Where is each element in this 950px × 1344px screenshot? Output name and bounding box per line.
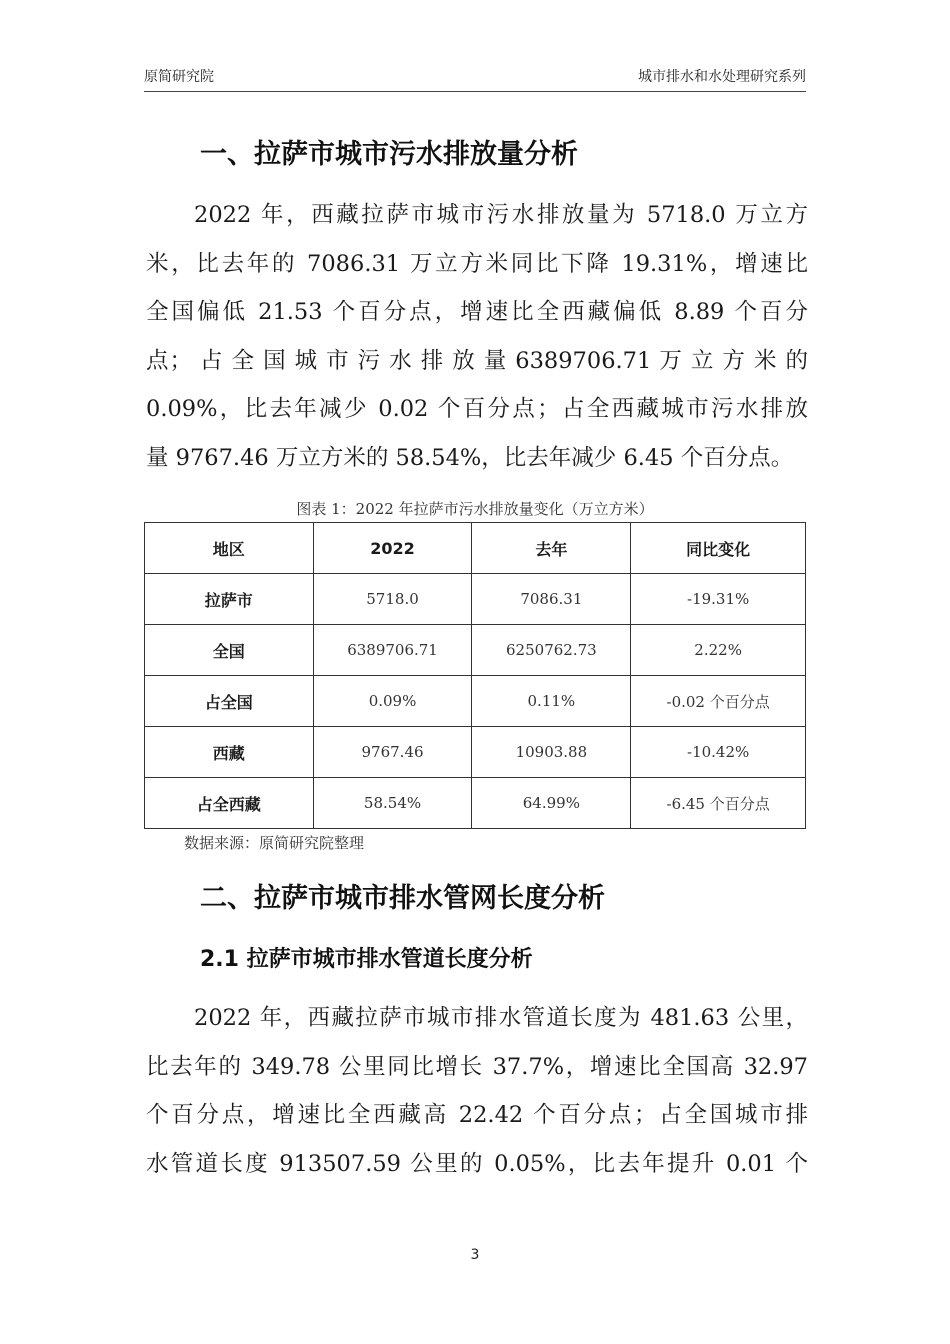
table-row [145,676,806,727]
cell-change: -10.42% [631,727,806,778]
column-header-region: 地区 [145,523,314,574]
paragraph-line: 点； 占 全 国 城 市 污 水 排 放 量 6389706.71 万 立 方 米 的 [146,347,808,374]
cell-2022: 58.54% [313,778,472,829]
paragraph-line: 米，比去年的 7086.31 万立方米同比下降 19.31%，增速比 [146,250,808,277]
section-1-paragraph [146,191,808,482]
column-header-last-year: 去年 [472,523,631,574]
paragraph-line: 2022 年，西藏拉萨市城市污水排放量为 5718.0 万立方 [194,202,808,228]
cell-2022: 0.09% [313,676,472,727]
section-1-heading: 一、拉萨市城市污水排放量分析 [200,139,578,170]
page-header [144,66,806,88]
paragraph-line: 全国偏低 21.53 个百分点，增速比全西藏偏低 8.89 个百分 [146,299,808,325]
cell-last-year: 0.11% [472,676,631,727]
cell-2022: 9767.46 [313,727,472,778]
cell-change: -6.45 个百分点 [631,778,806,829]
cell-change: 2.22% [631,625,806,676]
paragraph-line: 个百分点，增速比全西藏高 22.42 个百分点；占全国城市排 [146,1102,808,1128]
column-header-yoy-change: 同比变化 [631,523,806,574]
row-region: 西藏 [145,727,314,778]
table-row [145,574,806,625]
paragraph-line: 量 9767.46 万立方米的 58.54%，比去年减少 6.45 个百分点。 [146,444,794,471]
sewage-discharge-table [144,522,806,829]
table-row [145,727,806,778]
header-series-title: 城市排水和水处理研究系列 [638,69,806,85]
page-number: 3 [470,1247,480,1263]
section-2-heading: 二、拉萨市城市排水管网长度分析 [200,883,605,914]
cell-2022: 6389706.71 [313,625,472,676]
table-row [145,625,806,676]
paragraph-line: 水管道长度 913507.59 公里的 0.05%，比去年提升 0.01 个 [146,1150,808,1177]
table-caption: 图表 1：2022 年拉萨市污水排放量变化（万立方米） [296,500,654,518]
row-region: 占全西藏 [145,778,314,829]
header-publisher: 原简研究院 [144,69,214,85]
data-source-note: 数据来源：原简研究院整理 [184,834,365,852]
table-header-row [145,523,806,574]
cell-change: -0.02 个百分点 [631,676,806,727]
subsection-2-1-heading: 2.1 拉萨市城市排水管道长度分析 [200,947,533,972]
cell-last-year: 6250762.73 [472,625,631,676]
paragraph-line: 2022 年，西藏拉萨市城市排水管道长度为 481.63 公里， [194,1005,808,1031]
row-region: 占全国 [145,676,314,727]
cell-2022: 5718.0 [313,574,472,625]
cell-last-year: 64.99% [472,778,631,829]
paragraph-line: 比去年的 349.78 公里同比增长 37.7%，增速比全国高 32.97 [146,1053,808,1080]
header-divider [144,91,806,92]
row-region: 全国 [145,625,314,676]
cell-change: -19.31% [631,574,806,625]
table-row [145,778,806,829]
row-region: 拉萨市 [145,574,314,625]
cell-last-year: 7086.31 [472,574,631,625]
section-2-paragraph [146,994,808,1188]
paragraph-line: 0.09%，比去年减少 0.02 个百分点；占全西藏城市污水排放 [146,396,808,422]
cell-last-year: 10903.88 [472,727,631,778]
column-header-2022: 2022 [313,523,472,574]
